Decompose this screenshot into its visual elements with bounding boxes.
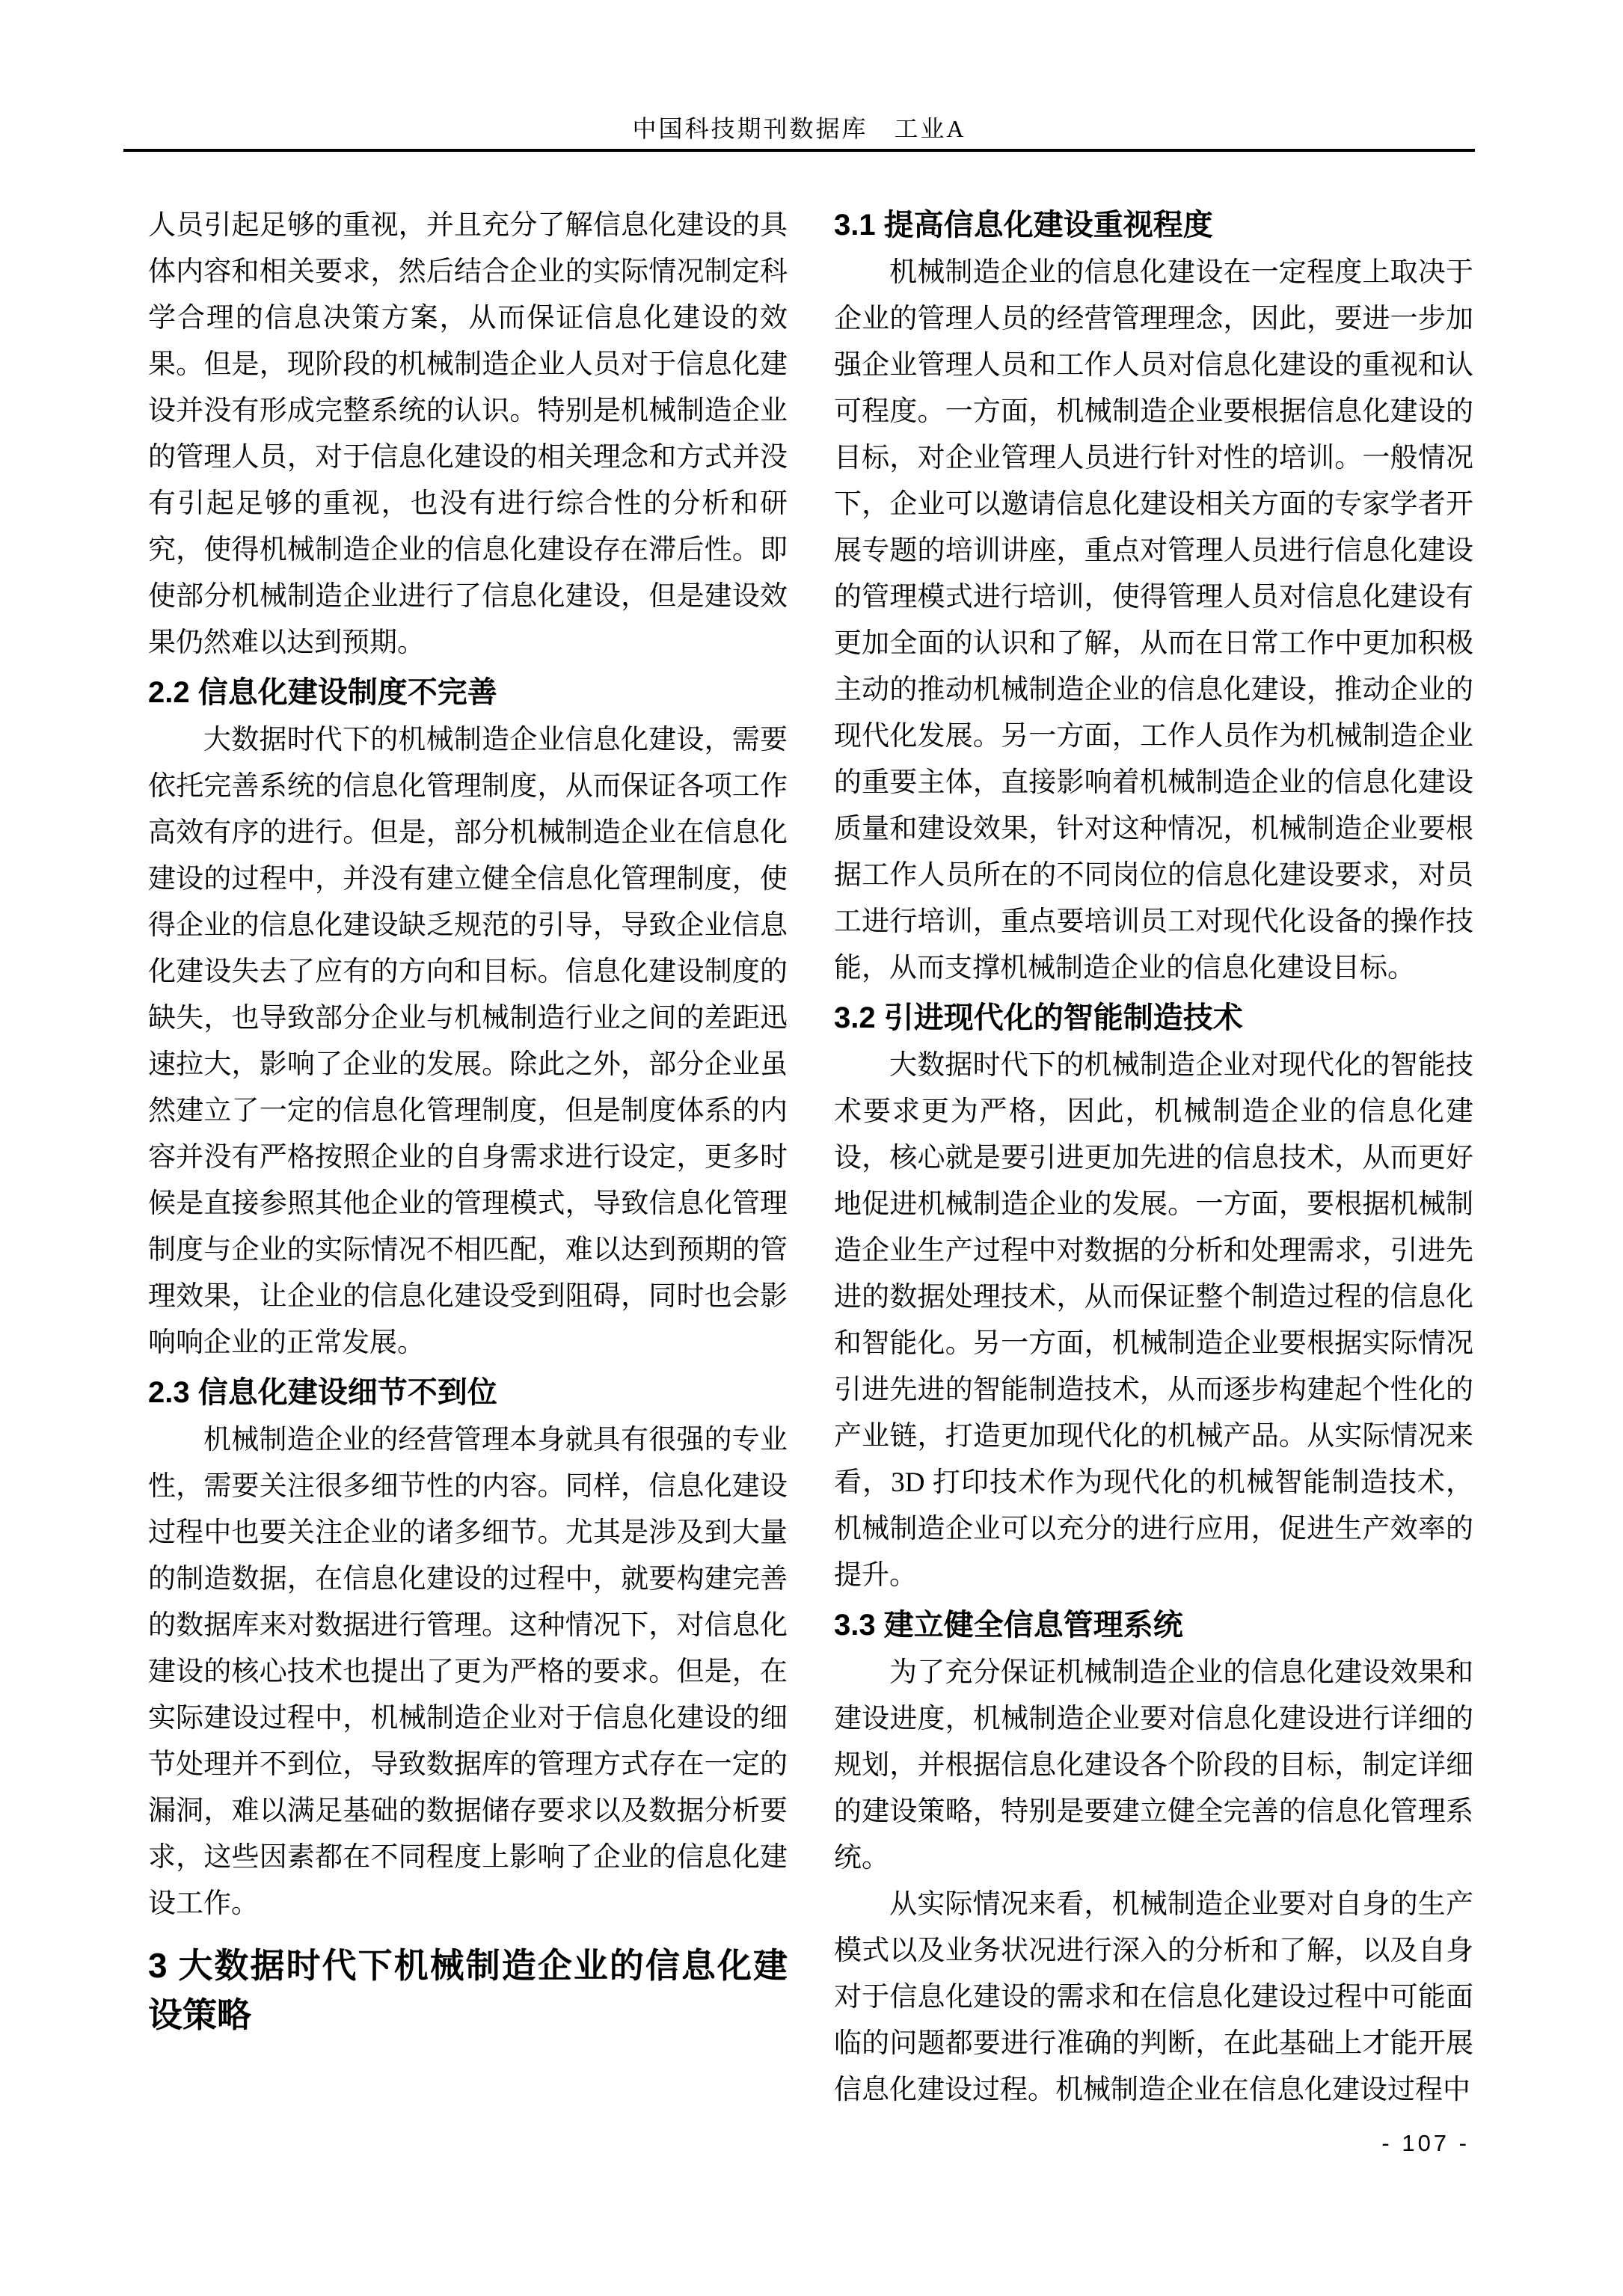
section-heading-3-1: 3.1 提高信息化建设重视程度 — [834, 209, 1213, 242]
paragraph-section-2-2: 大数据时代下的机械制造企业信息化建设，需要依托完善系统的信息化管理制度，从而保证各项工作高效有序的进行。但是，部分机械制造企业在信息化建设的过程中，并没有建立健全信息化管理制度，使得企业的信息化建设缺乏规范的引导，导致企业信息化建设失去了应有的方向和目标。信息化建设制度的缺失，也导致部分企业与机械制造行业之间的差距迅速拉大，影响了企业的发展。除此之外，部分企业虽然建立了一定的信息化管理制度，但是制度体系的内容并没有严格按照企业的自身需求进行设定，更多时候是直接参照其他企业的管理模式，导致信息化管理制度与企业的实际情况不相匹配，难以达到预期的管理效果，让企业的信息化建设受到阻碍，同时也会影响响企业的正常发展。 — [148, 725, 788, 1358]
paragraph-section-3-3-first: 为了充分保证机械制造企业的信息化建设效果和建设进度，机械制造企业要对信息化建设进行详细的规划，并根据信息化建设各个阶段的目标，制定详细的建设策略，特别是要建立健全完善的信息化管理系统。 — [834, 1657, 1473, 1873]
section-heading-3-3: 3.3 建立健全信息管理系统 — [834, 1609, 1183, 1642]
paragraph-section-2-3: 机械制造企业的经营管理本身就具有很强的专业性，需要关注很多细节性的内容。同样，信息化建设过程中也要关注企业的诸多细节。尤其是涉及到大量的制造数据，在信息化建设的过程中，就要构建完善的数据库来对数据进行管理。这种情况下，对信息化建设的核心技术也提出了更为严格的要求。但是，在实际建设过程中，机械制造企业对于信息化建设的细节处理并不到位，导致数据库的管理方式存在一定的漏洞，难以满足基础的数据储存要求以及数据分析要求，这些因素都在不同程度上影响了企业的信息化建设工作。 — [148, 1425, 788, 1919]
paragraph-section-3-2: 大数据时代下的机械制造企业对现代化的智能技术要求更为严格，因此，机械制造企业的信息化建设，核心就是要引进更加先进的信息技术，从而更好地促进机械制造企业的发展。一方面，要根据机械制造企业生产过程中对数据的分析和处理需求，引进先进的数据处理技术，从而保证整个制造过程的信息化和智能化。另一方面，机械制造企业要根据实际情况引进先进的智能制造技术，从而逐步构建起个性化的产业链，打造更加现代化的机械产品。从实际情况来看，3D 打印技术作为现代化的机械智能制造技术，机械制造企业可以充分的进行应用，促进生产效率的提升。 — [834, 1050, 1473, 1591]
header-divider-rule — [123, 149, 1475, 152]
paragraph-section-3-1: 机械制造企业的信息化建设在一定程度上取决于企业的管理人员的经营管理理念，因此，要进一步加强企业管理人员和工作人员对信息化建设的重视和认可程度。一方面，机械制造企业要根据信息化建设的目标，对企业管理人员进行针对性的培训。一般情况下，企业可以邀请信息化建设相关方面的专家学者开展专题的培训讲座，重点对管理人员进行信息化建设的管理模式进行培训，使得管理人员对信息化建设有更加全面的认识和了解，从而在日常工作中更加积极主动的推动机械制造企业的信息化建设，推动企业的现代化发展。另一方面，工作人员作为机械制造企业的重要主体，直接影响着机械制造企业的信息化建设质量和建设效果，针对这种情况，机械制造企业要根据工作人员所在的不同岗位的信息化建设要求，对员工进行培训，重点要培训员工对现代化设备的操作技能，从而支撑机械制造企业的信息化建设目标。 — [834, 257, 1473, 983]
page-number: - 107 - — [1381, 2130, 1470, 2156]
section-heading-3: 3 大数据时代下机械制造企业的信息化建设策略 — [148, 1946, 788, 2034]
paragraph-continuation: 人员引起足够的重视，并且充分了解信息化建设的具体内容和相关要求，然后结合企业的实际情况制定科学合理的信息决策方案，从而保证信息化建设的效果。但是，现阶段的机械制造企业人员对于信息化建设并没有形成完整系统的认识。特别是机械制造企业的管理人员，对于信息化建设的相关理念和方式并没有引起足够的重视，也没有进行综合性的分析和研究，使得机械制造企业的信息化建设存在滞后性。即使部分机械制造企业进行了信息化建设，但是建设效果仍然难以达到预期。 — [148, 210, 788, 658]
section-heading-2-3: 2.3 信息化建设细节不到位 — [148, 1376, 497, 1409]
paragraph-section-3-3-second: 从实际情况来看，机械制造企业要对自身的生产模式以及业务状况进行深入的分析和了解，以及自身对于信息化建设的需求和在信息化建设过程中可能面临的问题都要进行准确的判断，在此基础上才能开展信息化建设过程。机械制造企业在信息化建设过程中 — [834, 1889, 1473, 2105]
right-column — [834, 203, 1473, 2114]
section-heading-3-2: 3.2 引进现代化的智能制造技术 — [834, 1001, 1243, 1034]
journal-header-title: 中国科技期刊数据库 工业A — [632, 115, 966, 142]
section-heading-2-2: 2.2 信息化建设制度不完善 — [148, 676, 497, 709]
left-column — [148, 203, 788, 2039]
